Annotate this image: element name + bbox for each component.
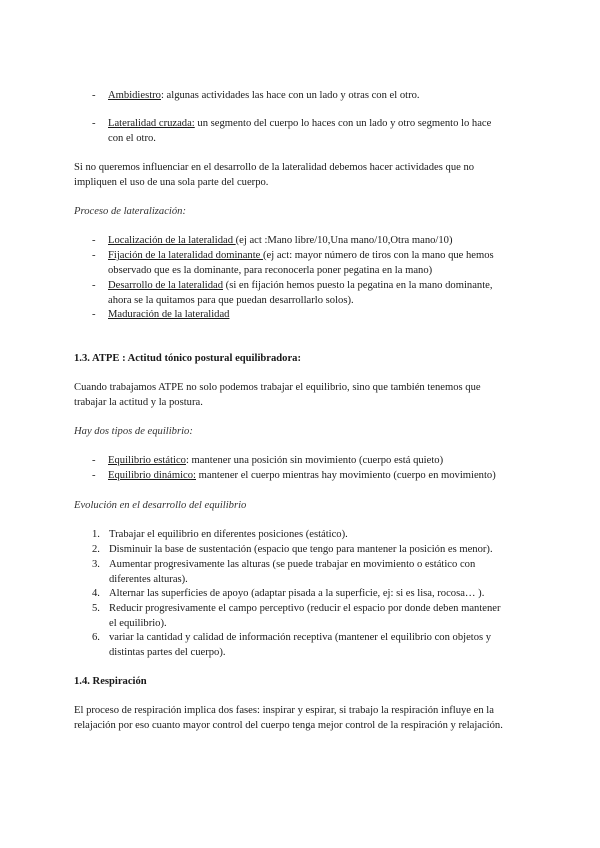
list-number: 5.	[92, 603, 100, 614]
document-page: - Ambidiestro: algunas actividades las hace con un lado y otras con el otro. - Lateralidad cruzada: un segmento del cuerpo lo haces con un lado y otro segmento lo hace con el otro. Si no queremos influenciar en el desarrollo de la lateralidad debemos hacer actividades que no impliquen el uso de una sola parte del cuerpo. Proceso de lateralización: - Localización de la lateralidad (ej act :Mano libre/10,Una mano/10,Otra mano/10) - Fijación de la lateralidad dominante (ej act: mayor número de tiros con la mano que hemos observado que es la dominante, para reconocerla poner pegatina en la mano) - Desarrollo de la lateralidad (si en fijación hemos puesto la pegatina en la mano dominante, ahora se la quitamos para que puedan desarrollarlo solos). - Maduración de la lateralidad 1.3. ATPE : Actitud tónico postural equilibradora: Cuando trabajamos ATPE no solo podemos trabajar el equilibrio, sino que también tenemos que trabajar la actitud y la postura. Hay dos tipos de equilibrio: - Equilibrio estático: mantener una posición sin movimiento (cuerpo está quieto) - Equilibrio dinámico: mantener el cuerpo mientras hay movimiento (cuerpo en movimiento) Evolución en el desarrollo del equilibrio 1. Trabajar el equilibrio en diferentes posiciones (estático). 2. Disminuir la base de sustentación (espacio que tengo para mantener la posición es menor). 3. Aumentar progresivamente las alturas (se puede trabajar en movimiento o estático con diferentes alturas). 4. Alternar las superficies de apoyo (adaptar pisada a la superficie, ej: si es lisa, rocosa… ). 5. Reducir progresivamente el campo perceptivo (reducir el espacio por donde deben mantener el equilibrio). 6. variar la cantidad y calidad de información receptiva (mantener el equilibrio con objetos y distintas partes del cuerpo). 1.4. Respiración El proceso de respiración implica dos fases: inspirar y espirar, si trabajo la respiración influye en la relajación por eso cuanto mayor control del cuerpo tenga mejor control de la respiración y relajación.	[74, 90, 503, 731]
section-heading-atpe: 1.3. ATPE : Actitud tónico postural equilibradora:	[74, 353, 301, 364]
list-text: : mantener una posición sin movimiento (cuerpo está quieto)	[185, 455, 444, 466]
dash-bullet: -	[92, 309, 96, 320]
list-text: con el otro.	[108, 133, 156, 144]
list-term: Maduración de la lateralidad	[108, 309, 230, 320]
list-text: (si en fijación hemos puesto la pegatina en la mano dominante,	[223, 280, 493, 291]
list-number: 3.	[92, 559, 100, 570]
heading-proceso: Proceso de lateralización:	[74, 206, 186, 217]
list-text: (ej act :Mano libre/10,Una mano/10,Otra mano/10)	[235, 235, 453, 246]
list-term: Equilibrio dinámico:	[108, 470, 196, 481]
list-term: Ambidiestro	[108, 90, 161, 101]
dash-bullet: -	[92, 118, 96, 129]
paragraph-lateralidad: Si no queremos influenciar en el desarrollo de la lateralidad debemos hacer actividades que no impliquen el uso de una sola parte del cuerpo.	[74, 162, 475, 188]
heading-tipos-equilibrio: Hay dos tipos de equilibrio:	[74, 426, 193, 437]
list-number: 2.	[92, 544, 100, 555]
list-term: Equilibrio estático	[108, 455, 186, 466]
dash-bullet: -	[92, 455, 96, 466]
list-text: un segmento del cuerpo lo haces con un lado y otro segmento lo hace	[194, 118, 492, 129]
list-number: 4.	[92, 588, 100, 599]
section-heading-respiracion: 1.4. Respiración	[74, 676, 147, 687]
dash-bullet: -	[92, 250, 96, 261]
list-text: ahora se la quitamos para que puedan desarrollarlo solos).	[108, 295, 354, 306]
list-term: Fijación de la lateralidad dominante	[108, 250, 264, 261]
dash-bullet: -	[92, 470, 96, 481]
list-text: observado que es la dominante, para reconocerla poner pegatina en la mano)	[108, 265, 433, 276]
heading-evolucion: Evolución en el desarrollo del equilibrio	[74, 500, 247, 511]
list-number: 1.	[92, 529, 100, 540]
paragraph-respiracion: El proceso de respiración implica dos fases: inspirar y espirar, si trabajo la respiración influye en la relajación por eso cuanto mayor control del cuerpo tenga mejor control de la respiración y relajación.	[74, 705, 503, 731]
list-term: Lateralidad cruzada:	[108, 118, 195, 129]
dash-bullet: -	[92, 90, 96, 101]
list-text: : algunas actividades las hace con un lado y otras con el otro.	[160, 90, 420, 101]
list-number: 6.	[92, 632, 100, 643]
list-term: Localización de la lateralidad	[108, 235, 236, 246]
list-text: mantener el cuerpo mientras hay movimiento (cuerpo en movimiento)	[195, 470, 496, 481]
list-term: Desarrollo de la lateralidad	[108, 280, 224, 291]
dash-bullet: -	[92, 280, 96, 291]
dash-bullet: -	[92, 235, 96, 246]
list-text: (ej act: mayor número de tiros con la mano que hemos	[263, 250, 494, 261]
paragraph-atpe: Cuando trabajamos ATPE no solo podemos trabajar el equilibrio, sino que también tenemos que trabajar la actitud y la postura.	[74, 382, 481, 408]
